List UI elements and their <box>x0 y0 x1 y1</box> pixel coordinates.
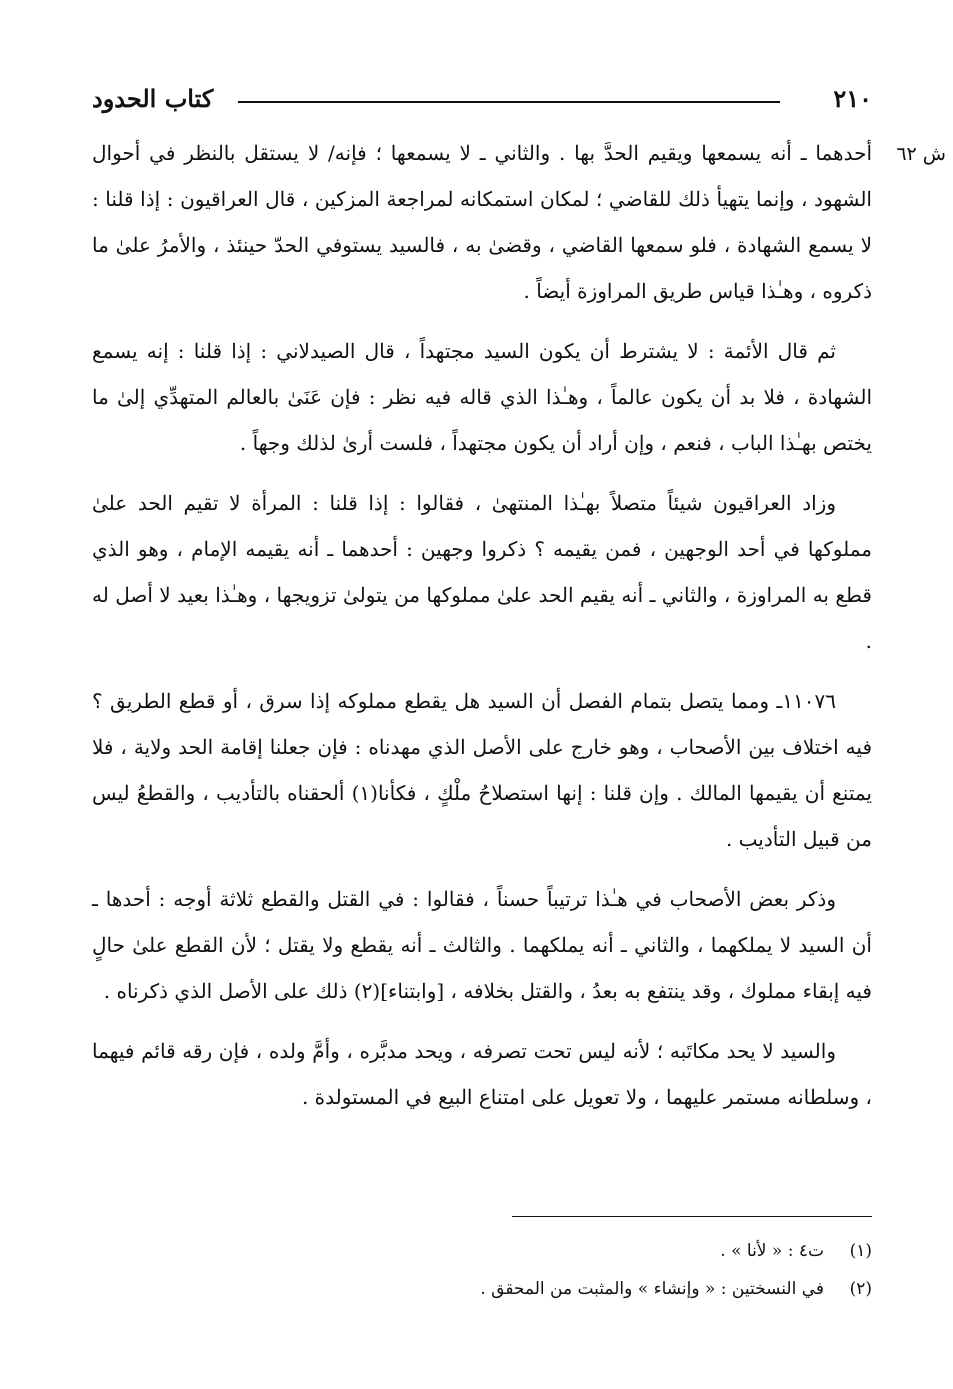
footnote-rule <box>512 1216 872 1217</box>
paragraph: والسيد لا يحد مكاتَبه ؛ لأنه ليس تحت تصرفه ، ويحد مدبَّره ، وأمَّ ولده ، فإن رقه قائم فيهما ، وسلطانه مستمر عليهما ، ولا تعويل على امتناع البيع في المستولدة . <box>92 1039 872 1109</box>
paragraph: ثم قال الأئمة : لا يشترط أن يكون السيد مجتهداً ، قال الصيدلاني : إذا قلنا : إنه يسمع الشهادة ، فلا بد أن يكون عالماً ، وهـٰذا الذي قاله فيه نظر : فإن عَنَىٰ بالعالم المتهدِّي إلىٰ ما يختص بهـٰذا الباب ، فنعم ، وإن أراد أن يكون مجتهداً ، فلست أرىٰ لذلك وجهاً . <box>92 339 872 455</box>
page-number: ٢١٠ <box>833 84 872 113</box>
paragraph: ١١٠٧٦ـ ومما يتصل بتمام الفصل أن السيد هل يقطع مملوكه إذا سرق ، أو قطع الطريق ؟ فيه اختلاف بين الأصحاب ، وهو خارج على الأصل الذي مهدناه : فإن جعلنا إقامة الحد ولاية ، فلا يمتنع أن يقيمها المالك . وإن قلنا : إنها استصلاحُ ملْكٍ ، فكأنا(١) ألحقناه بالتأديب ، والقطعُ ليس من قبيل التأديب . <box>92 689 873 851</box>
book-title: كتاب الحدود <box>92 84 214 113</box>
footnote-number: (٢) <box>849 1279 872 1299</box>
footnote-text: في النسختين : « وإنشاء » والمثبت من المحقق . <box>480 1279 824 1299</box>
margin-note: ش ٦٢ <box>896 143 946 165</box>
body-text <box>92 130 872 1134</box>
footnote <box>92 1232 872 1270</box>
footnote-text: ت٤ : « لأنا » . <box>720 1241 824 1261</box>
footnote-number: (١) <box>849 1241 872 1261</box>
paragraph: أحدهما ـ أنه يسمعها ويقيم الحدَّ بها . والثاني ـ لا يسمعها ؛ فإنه/ لا يستقل بالنظر في أحوال الشهود ، وإنما يتهيأ ذلك للقاضي ؛ لمكان استمكانه لمراجعة المزكين ، قال العراقيون : إذا قلنا : لا يسمع الشهادة ، فلو سمعها القاضي ، وقضىٰ به ، فالسيد يستوفي الحدّ حينئذ ، والأمرُ علىٰ ما ذكروه ، وهـٰذا قياس طريق المراوزة أيضاً . <box>92 141 872 303</box>
header-rule <box>238 101 780 103</box>
footnote <box>92 1270 872 1308</box>
paragraph: وذكر بعض الأصحاب في هـٰذا ترتيباً حسناً ، فقالوا : في القتل والقطع ثلاثة أوجه : أحدها ـ أن السيد لا يملكهما ، والثاني ـ أنه يملكهما . والثالث ـ أنه يقطع ولا يقتل ؛ لأن القطع علىٰ حالٍ فيه إبقاء مملوك ، وقد ينتفع به بعدُ ، والقتل بخلافه ، [وابتناء](٢) ذلك على الأصل الذي ذكرناه . <box>92 887 872 1003</box>
page-header <box>92 84 872 120</box>
paragraph: وزاد العراقيون شيئاً متصلاً بهـٰذا المنتهىٰ ، فقالوا : إذا قلنا : المرأة لا تقيم الحد علىٰ مملوكها في أحد الوجهين ، فمن يقيمه ؟ ذكروا وجهين : أحدهما ـ أنه يقيمه الإمام ، وهو الذي قطع به المراوزة ، والثاني ـ أنه يقيم الحد علىٰ مملوكها من يتولىٰ تزويجها ، وهـٰذا بعيد لا أصل له . <box>92 491 872 653</box>
footnotes <box>92 1232 872 1308</box>
